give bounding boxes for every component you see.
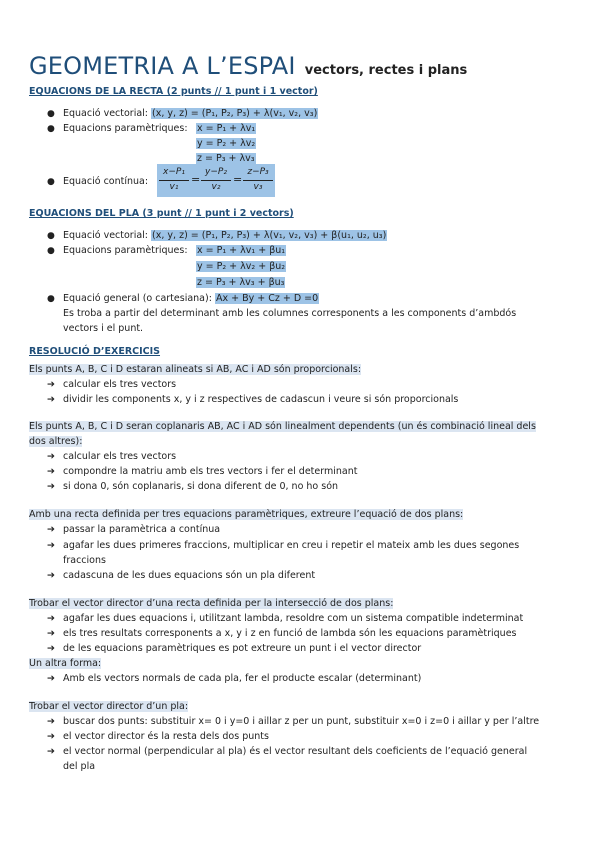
pla-general-note-cont: vectors i el punt. <box>63 323 144 334</box>
pla-general-eq: Ax + By + Cz + D =0 <box>215 293 319 304</box>
list-item: Amb els vectors normals de cada pla, fer el producte escalar (determinant) <box>63 673 422 684</box>
list-item: calcular els tres vectors <box>63 379 177 390</box>
list-item: compondre la matriu amb els tres vectors i fer el determinant <box>63 466 358 477</box>
frac-num-3: z−P₃ <box>247 167 269 177</box>
arrow-icon: ➔ <box>47 466 55 477</box>
bullet-icon: ● <box>47 231 55 241</box>
recta-vectorial <box>63 108 318 119</box>
list-item: passar la paramètrica a contínua <box>63 524 221 535</box>
block-vector-pla-title: Trobar el vector director d’un pla: <box>29 701 189 712</box>
bullet-icon: ● <box>47 177 55 187</box>
arrow-icon: ➔ <box>47 540 55 551</box>
list-item: agafar les dues primeres fraccions, multiplicar en creu i repetir el mateix amb les dues segones <box>63 540 520 551</box>
list-item-cont: del pla <box>63 761 96 772</box>
list-item: si dona 0, són coplanaris, si dona diferent de 0, no ho són <box>63 481 339 492</box>
page-title <box>29 52 467 80</box>
arrow-icon: ➔ <box>47 524 55 535</box>
frac-num-2: y−P₂ <box>205 167 227 177</box>
list-item: cadascuna de les dues equacions són un pla diferent <box>63 570 316 581</box>
recta-vectorial-eq: (x, y, z) = (P₁, P₂, P₃) + λ(v₁, v₂, v₃) <box>152 108 318 119</box>
title-subtitle: vectors, rectes i plans <box>304 63 468 78</box>
arrow-icon: ➔ <box>47 379 55 390</box>
block-dos-plans-title: Amb una recta definida per tres equacions paramètriques, extreure l’equació de dos plans: <box>29 509 464 520</box>
frac-bar <box>201 180 231 181</box>
block-interseccio-title: Trobar el vector director d’una recta definida per la intersecció de dos plans: <box>29 598 394 609</box>
pla-param-label: Equacions paramètriques: <box>63 245 188 256</box>
equals-sign: = <box>233 173 243 186</box>
pla-vectorial-eq: (x, y, z) = (P₁, P₂, P₃) + λ(v₁, v₂, v₃) + β(u₁, u₂, u₃) <box>152 230 387 241</box>
list-item: dividir les components x, y i z respectives de cadascun i veure si són proporcionals <box>63 394 459 405</box>
arrow-icon: ➔ <box>47 643 55 654</box>
list-item: els tres resultats corresponents a x, y i z en funció de lambda són les equacions paramètriques <box>63 628 517 639</box>
arrow-icon: ➔ <box>47 731 55 742</box>
arrow-icon: ➔ <box>47 394 55 405</box>
list-item: buscar dos punts: substituir x= 0 i y=0 i aillar z per un punt, substituir x=0 i z=0 i aillar y per l’altre <box>63 716 540 727</box>
bullet-icon: ● <box>47 294 55 304</box>
block-alineats-title: Els punts A, B, C i D estaran alineats si AB, AC i AD són proporcionals: <box>29 364 362 375</box>
bullet-icon: ● <box>47 124 55 134</box>
arrow-icon: ➔ <box>47 570 55 581</box>
bullet-icon: ● <box>47 246 55 256</box>
pla-vectorial <box>63 230 387 241</box>
pla-vectorial-label: Equació vectorial: <box>63 230 149 241</box>
frac-bar <box>159 180 189 181</box>
arrow-icon: ➔ <box>47 628 55 639</box>
pla-general-label: Equació general (o cartesiana): <box>63 293 212 304</box>
arrow-icon: ➔ <box>47 716 55 727</box>
arrow-icon: ➔ <box>47 613 55 624</box>
frac-bar <box>243 180 273 181</box>
equals-sign: = <box>191 173 201 186</box>
recta-param-z: z = P₃ + λv₃ <box>197 153 255 164</box>
list-item: de les equacions paramètriques es pot extreure un punt i el vector director <box>63 643 422 654</box>
list-item: agafar les dues equacions i, utilitzant lambda, resoldre com un sistema compatible indeterminat <box>63 613 524 624</box>
block-alt-title: Un altra forma: <box>29 658 102 669</box>
frac-den-1: v₁ <box>169 182 179 192</box>
pla-general <box>63 293 319 304</box>
recta-param-label: Equacions paramètriques: <box>63 123 188 134</box>
list-item: el vector director és la resta dels dos punts <box>63 731 269 742</box>
arrow-icon: ➔ <box>47 746 55 757</box>
block-coplanaris-title-cont: dos altres): <box>29 436 83 447</box>
frac-den-2: v₂ <box>211 182 221 192</box>
pla-param-x: x = P₁ + λv₁ + βu₁ <box>197 245 286 256</box>
block-coplanaris-title: Els punts A, B, C i D seran coplanaris AB, AC i AD són linealment dependents (un és combinació lineal dels <box>29 421 536 432</box>
recta-continua-eq <box>157 164 275 197</box>
list-item: el vector normal (perpendicular al pla) és el vector resultant dels coeficients de l’equació general <box>63 746 528 757</box>
list-item-cont: fraccions <box>63 555 106 566</box>
frac-num-1: x−P₁ <box>163 167 185 177</box>
frac-den-3: v₃ <box>253 182 263 192</box>
recta-vectorial-label: Equació vectorial: <box>63 108 149 119</box>
pla-param-y: y = P₂ + λv₂ + βu₂ <box>197 261 286 272</box>
recta-continua-label: Equació contínua: <box>63 176 149 187</box>
recta-param-y: y = P₂ + λv₂ <box>197 138 256 149</box>
heading-exercicis: RESOLUCIÓ D’EXERCICIS <box>29 346 161 357</box>
heading-pla: EQUACIONS DEL PLA (3 punt // 1 punt i 2 vectors) <box>29 208 294 219</box>
arrow-icon: ➔ <box>47 673 55 684</box>
recta-param-x: x = P₁ + λv₁ <box>197 123 256 134</box>
heading-recta: EQUACIONS DE LA RECTA (2 punts // 1 punt i 1 vector) <box>29 86 318 97</box>
pla-general-note: Es troba a partir del determinant amb les columnes corresponents a les components d’ambdós <box>63 308 517 319</box>
arrow-icon: ➔ <box>47 451 55 462</box>
title-main: GEOMETRIA A L’ESPAI <box>29 52 296 80</box>
list-item: calcular els tres vectors <box>63 451 177 462</box>
pla-param-z: z = P₃ + λv₃ + βu₃ <box>197 277 285 288</box>
arrow-icon: ➔ <box>47 481 55 492</box>
bullet-icon: ● <box>47 109 55 119</box>
